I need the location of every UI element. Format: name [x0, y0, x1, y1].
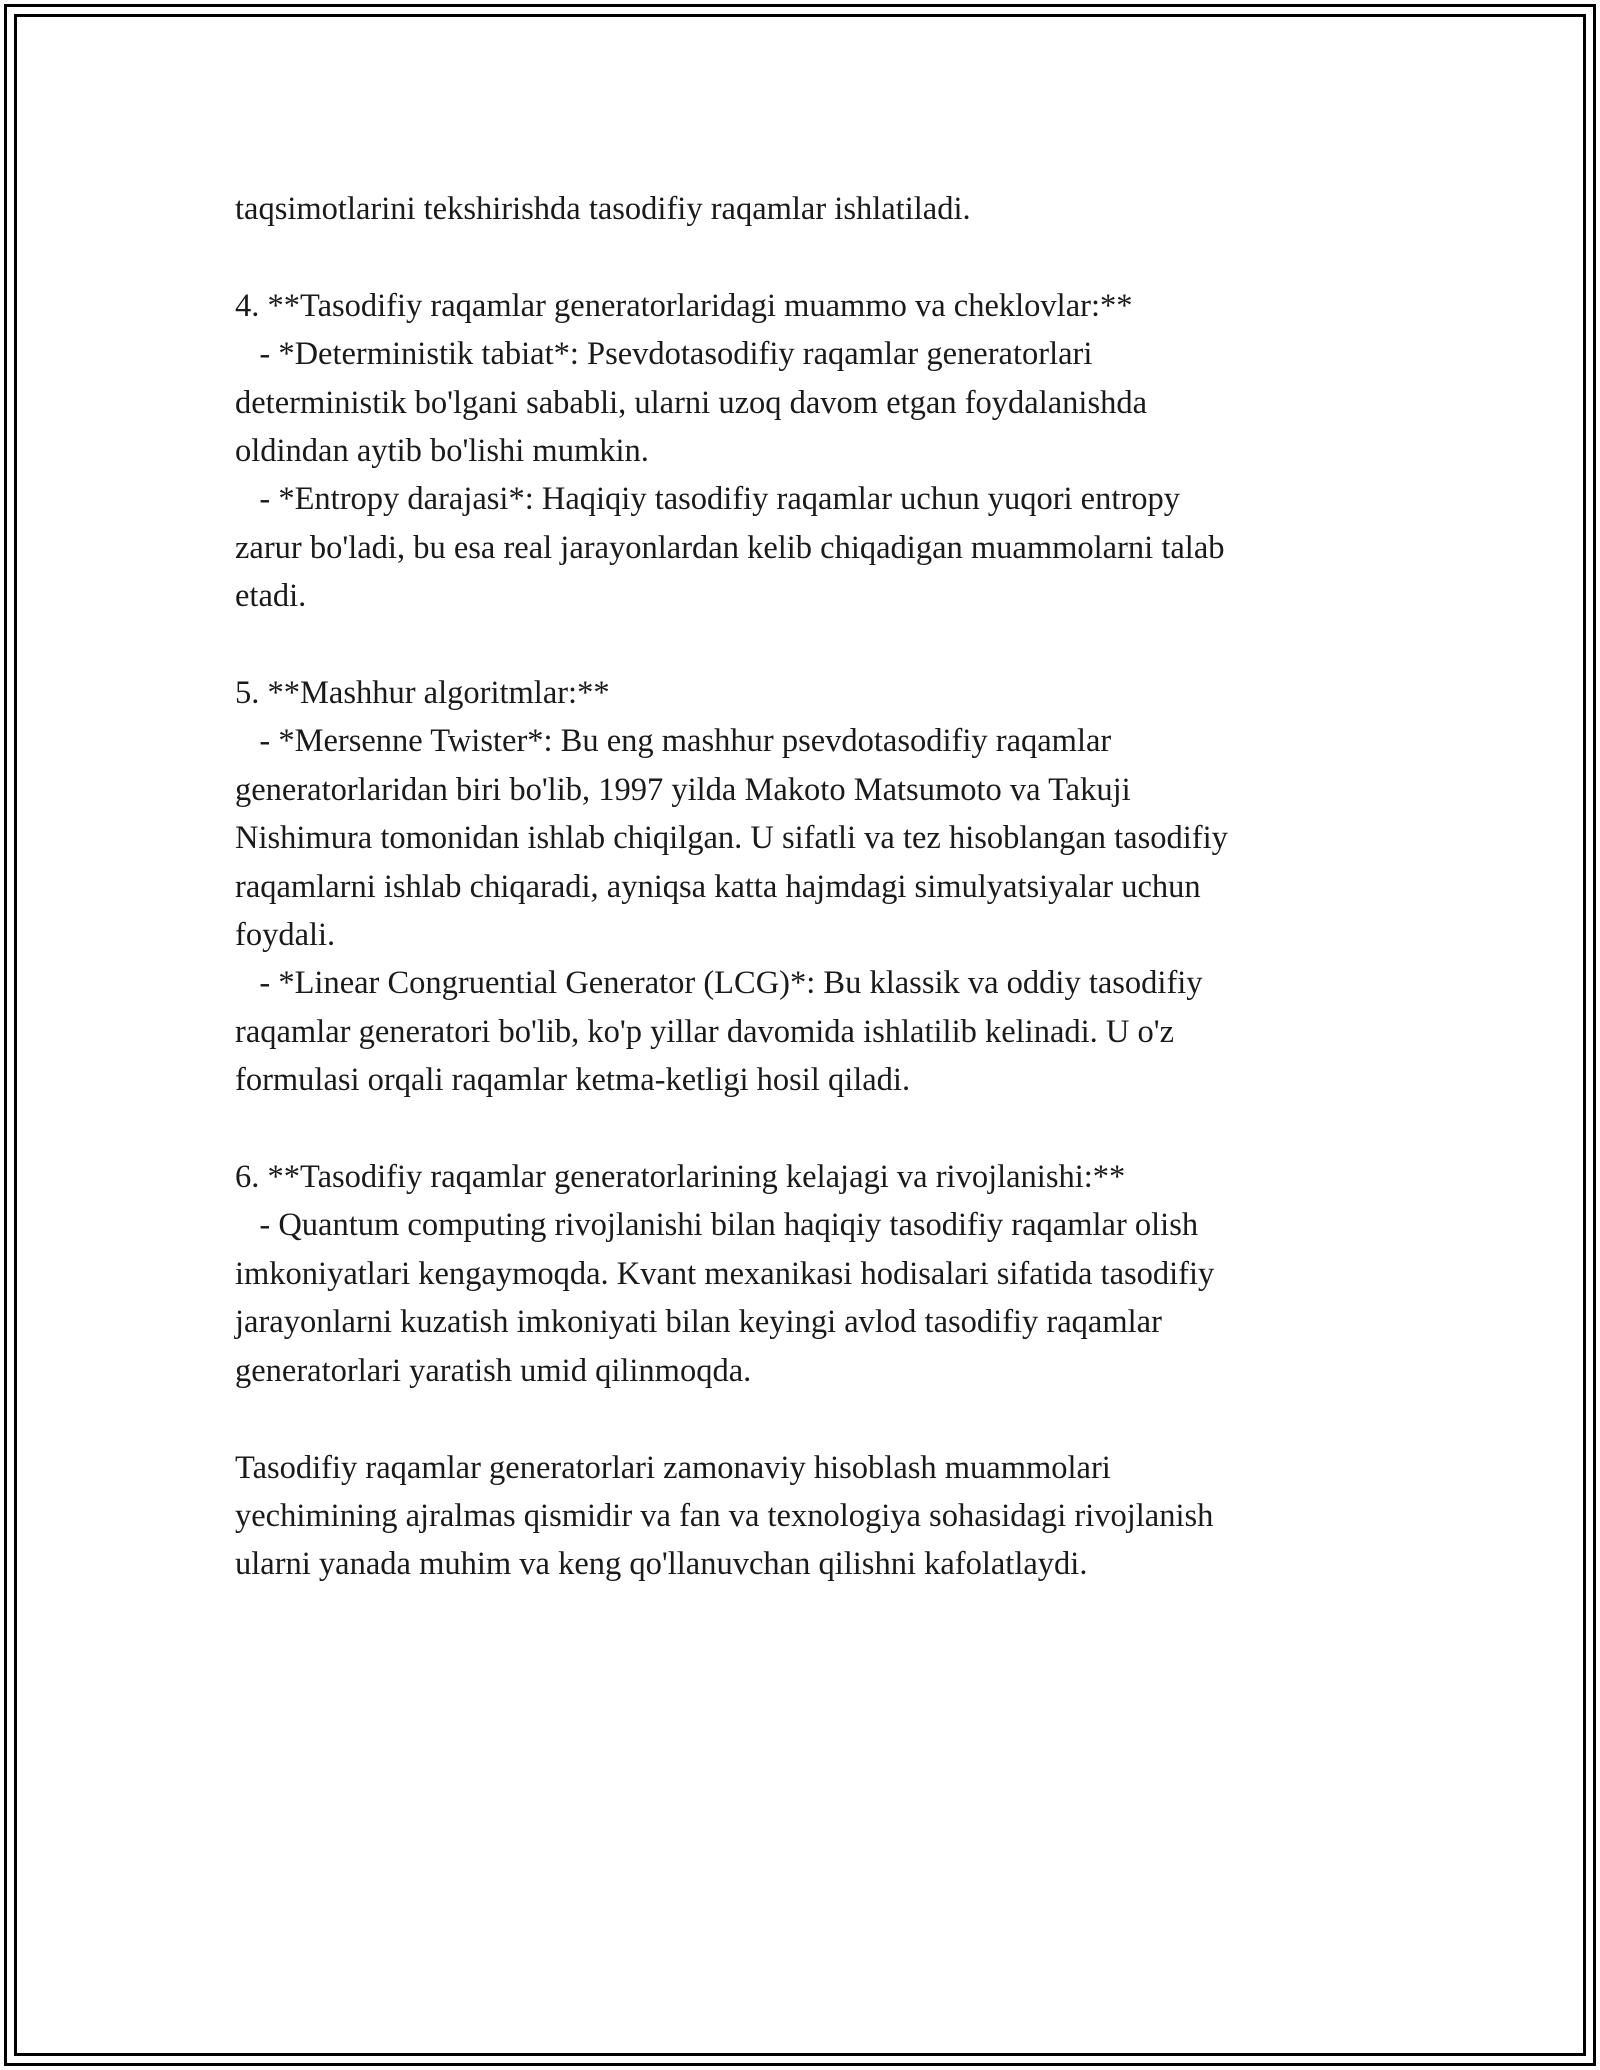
paragraph: [235, 1153, 1375, 1201]
text-line: imkoniyatlari kengaymoqda. Kvant mexanikasi hodisalari sifatida tasodifiy: [235, 1255, 1215, 1292]
paragraph-gap: [235, 621, 1375, 669]
text-line: foydali.: [235, 917, 336, 954]
text-line: raqamlarni ishlab chiqaradi, ayniqsa katta hajmdagi simulyatsiyalar uchun: [235, 868, 1201, 905]
document-body: [235, 185, 1375, 1589]
paragraph: [235, 669, 1375, 717]
text-line: - *Entropy darajasi*: Haqiqiy tasodifiy raqamlar uchun yuqori entropy: [235, 481, 1180, 518]
text-line: 6. **Tasodifiy raqamlar generatorlarining kelajagi va rivojlanishi:**: [235, 1159, 1126, 1196]
paragraph-gap: [235, 233, 1375, 281]
text-line: generatorlaridan biri bo'lib, 1997 yilda Makoto Matsumoto va Takuji: [235, 771, 1131, 808]
text-line: etadi.: [235, 578, 307, 615]
text-line: Tasodifiy raqamlar generatorlari zamonaviy hisoblash muammolari: [235, 1449, 1111, 1486]
paragraph-gap: [235, 1105, 1375, 1153]
text-line: yechimining ajralmas qismidir va fan va texnologiya sohasidagi rivojlanish: [235, 1497, 1214, 1534]
text-line: oldindan aytib bo'lishi mumkin.: [235, 433, 649, 470]
text-line: Nishimura tomonidan ishlab chiqilgan. U sifatli va tez hisoblangan tasodifiy: [235, 820, 1228, 857]
text-line: generatorlari yaratish umid qilinmoqda.: [235, 1352, 752, 1389]
text-line: jarayonlarni kuzatish imkoniyati bilan keyingi avlod tasodifiy raqamlar: [235, 1304, 1162, 1341]
text-line: 5. **Mashhur algoritmlar:**: [235, 675, 610, 712]
paragraph: [235, 475, 1375, 620]
text-line: taqsimotlarini tekshirishda tasodifiy raqamlar ishlatiladi.: [235, 191, 971, 227]
text-line: ularni yanada muhim va keng qo'llanuvchan qilishni kafolatlaydi.: [235, 1546, 1088, 1583]
paragraph-gap: [235, 1395, 1375, 1443]
text-line: raqamlar generatori bo'lib, ko'p yillar davomida ishlatilib kelinadi. U o'z: [235, 1013, 1175, 1050]
text-line: - *Linear Congruential Generator (LCG)*: Bu klassik va oddiy tasodifiy: [235, 965, 1203, 1002]
text-line: - *Mersenne Twister*: Bu eng mashhur psevdotasodifiy raqamlar: [235, 723, 1112, 760]
paragraph: [235, 959, 1375, 1104]
paragraph: [235, 1201, 1375, 1395]
paragraph: [235, 185, 1375, 233]
paragraph: [235, 1444, 1375, 1589]
text-line: 4. **Tasodifiy raqamlar generatorlaridagi muammo va cheklovlar:**: [235, 287, 1133, 324]
paragraph: [235, 282, 1375, 330]
text-line: zarur bo'ladi, bu esa real jarayonlardan kelib chiqadigan muammolarni talab: [235, 529, 1225, 566]
paragraph: [235, 330, 1375, 475]
text-line: deterministik bo'lgani sababli, ularni uzoq davom etgan foydalanishda: [235, 384, 1148, 421]
text-line: - Quantum computing rivojlanishi bilan haqiqiy tasodifiy raqamlar olish: [235, 1207, 1199, 1244]
paragraph: [235, 717, 1375, 959]
text-line: - *Deterministik tabiat*: Psevdotasodifiy raqamlar generatorlari: [235, 336, 1093, 373]
text-line: formulasi orqali raqamlar ketma-ketligi hosil qiladi.: [235, 1062, 911, 1099]
